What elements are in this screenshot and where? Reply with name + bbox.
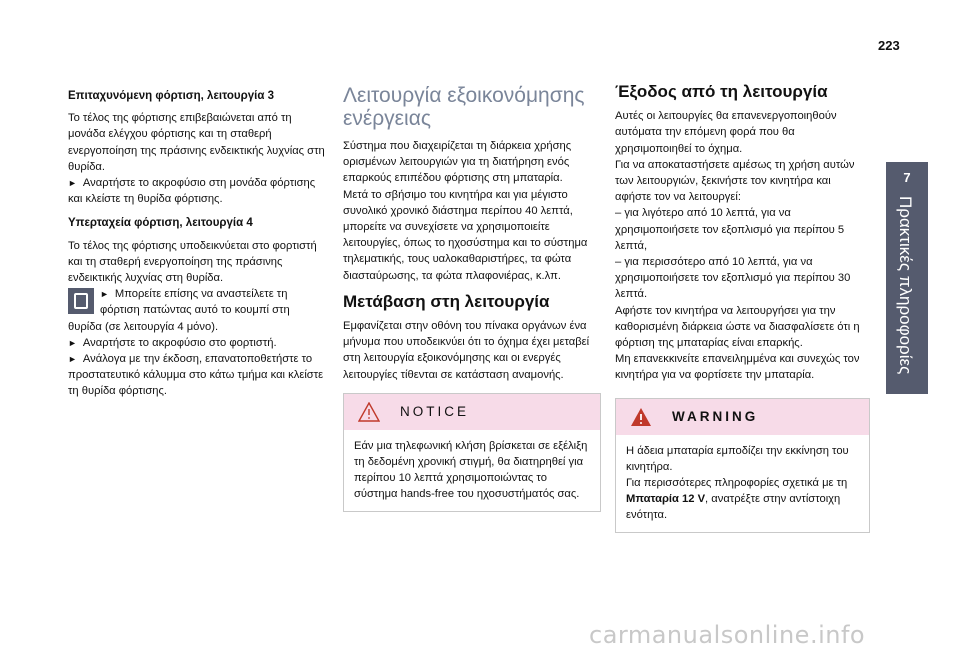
- arrow-icon: ►: [68, 178, 77, 189]
- text-exit-1: Αυτές οι λειτουργίες θα επανενεργοποιηθούν αυτόματα την επόμενη φορά που θα χρησιμοποιηθεί το όχημα.: [615, 110, 837, 155]
- list-item: – για περισσότερο από 10 λεπτά, για να χρησιμοποιήσετε τον εξοπλισμό για περίπου 30 λεπτά.: [615, 256, 851, 301]
- column-exit-mode: [615, 84, 870, 533]
- bullet-mode4-1: ► Μπορείτε επίσης να αναστείλετε τη φόρτιση πατώντας αυτό το κουμπί στη θυρίδα (σε λειτουργία 4 μόνο).: [68, 288, 290, 333]
- arrow-icon: ►: [68, 354, 77, 365]
- column-charging-end: [68, 88, 326, 400]
- text-mode3: Το τέλος της φόρτισης επιβεβαιώνεται από τη μονάδα ελέγχου φόρτισης και τη σταθερή ενεργοποίηση της πράσινης ενδεικτικής λυχνίας στη θυρίδα.: [68, 112, 325, 173]
- bullet-mode3: ► Αναρτήστε το ακροφύσιο στη μονάδα φόρτισης και κλείστε τη θυρίδα φόρτισης.: [68, 177, 316, 206]
- text-exit-4: Μη επανεκκινείτε επανειλημμένα και συνεχώς τον κινητήρα για να φορτίσετε την μπαταρία.: [615, 353, 860, 382]
- warning-text-1: Η άδεια μπαταρία εμποδίζει την εκκίνηση του κινητήρα.: [626, 444, 849, 473]
- heading-mode4: Υπερταχεία φόρτιση, λειτουργία 4: [68, 217, 253, 230]
- text-switch: Εμφανίζεται στην οθόνη του πίνακα οργάνων ένα μήνυμα που υποδεικνύει ότι το όχημα έχει μεταβεί στη λειτουργία εξοικονόμησης και οι ενεργές λειτουργίες τίθενται σε κατάσταση αναμονής.: [343, 320, 590, 381]
- warning-title: WARNING: [672, 408, 759, 424]
- title-exit-mode: Έξοδος από τη λειτουργία: [615, 82, 828, 101]
- chapter-number: 7: [903, 170, 911, 185]
- arrow-icon: ►: [68, 337, 77, 348]
- notice-text: Εάν μια τηλεφωνική κλήση βρίσκεται σε εξέλιξη τη δεδομένη χρονική στιγμή, θα διατηρηθεί για περίπου 10 λεπτά χρησιμοποιώντας το σύστημα hands-free του ηχοσυστήματός σας.: [354, 439, 588, 501]
- warning-triangle-icon: [630, 407, 652, 427]
- warning-text-2: Για περισσότερες πληροφορίες σχετικά με τη Μπαταρία 12 V, ανατρέξτε στην αντίστοιχη ενότητα.: [626, 477, 848, 522]
- heading-switch-mode: Μετάβαση στη λειτουργία: [343, 291, 550, 311]
- list-item: – για λιγότερο από 10 λεπτά, για να χρησιμοποιήσετε τον εξοπλισμό για περίπου 5 λεπτά,: [615, 207, 845, 252]
- caution-triangle-icon: [358, 402, 380, 422]
- battery-link-text: Μπαταρία 12 V: [626, 493, 706, 506]
- text-exit-2: Για να αποκαταστήσετε αμέσως τη χρήση αυτών των λειτουργιών, ξεκινήστε τον κινητήρα και αφήστε τον να λειτουργεί:: [615, 158, 855, 204]
- text-mode4: Το τέλος της φόρτισης υποδεικνύεται στο φορτιστή και τη σταθερή ενεργοποίηση της πράσινης ενδεικτικής λυχνίας στη θυρίδα.: [68, 239, 317, 285]
- page-number: 223: [878, 38, 900, 53]
- bullet-mode4-3: ► Ανάλογα με την έκδοση, επανατοποθετήστε το προστατευτικό κάλυμμα στο κάτω τμήμα και κλείστε τη θυρίδα φόρτισης.: [68, 353, 324, 398]
- chapter-label: Πρακτικές πληροφορίες: [896, 196, 915, 375]
- text-energy-1: Σύστημα που διαχειρίζεται τη διάρκεια χρήσης ορισμένων λειτουργιών για τη διατήρηση ενός επαρκούς επιπέδου φόρτισης στη μπαταρία.: [343, 140, 572, 185]
- chapter-tab: [886, 162, 928, 394]
- text-exit-3: Αφήστε τον κινητήρα να λειτουργήσει για την καθορισμένη διάρκεια ώστε να διασφαλίσετε ότι η φόρτιση της μπαταρίας είναι επαρκής.: [615, 304, 860, 350]
- column-energy-saving: [343, 84, 601, 512]
- title-energy-saving: Λειτουργία εξοικονόμησης ενέργειας: [343, 84, 585, 130]
- arrow-icon: ►: [100, 289, 109, 300]
- heading-mode3: Επιταχυνόμενη φόρτιση, λειτουργία 3: [68, 90, 274, 102]
- warning-box: [615, 398, 870, 533]
- watermark: carmanualsonline.info: [589, 621, 866, 649]
- charge-stop-button-icon: [68, 288, 94, 314]
- text-energy-2: Μετά το σβήσιμο του κινητήρα και για μέγιστο συνολικό χρονικό διάστημα περίπου 40 λεπτά, μπορείτε να συνεχίσετε να χρησιμοποιείτε λειτουργίες, όπως το ηχοσύστημα και το σύστημα τηλεματικής, τους υαλοκαθαριστήρες, τα φώτα διασταύρωσης, τα φώτα πλαφονιέρας, κ.λπ.: [343, 188, 588, 282]
- bullet-mode4-2: ► Αναρτήστε το ακροφύσιο στο φορτιστή.: [68, 336, 277, 349]
- notice-box: [343, 393, 601, 512]
- notice-title: NOTICE: [400, 403, 470, 419]
